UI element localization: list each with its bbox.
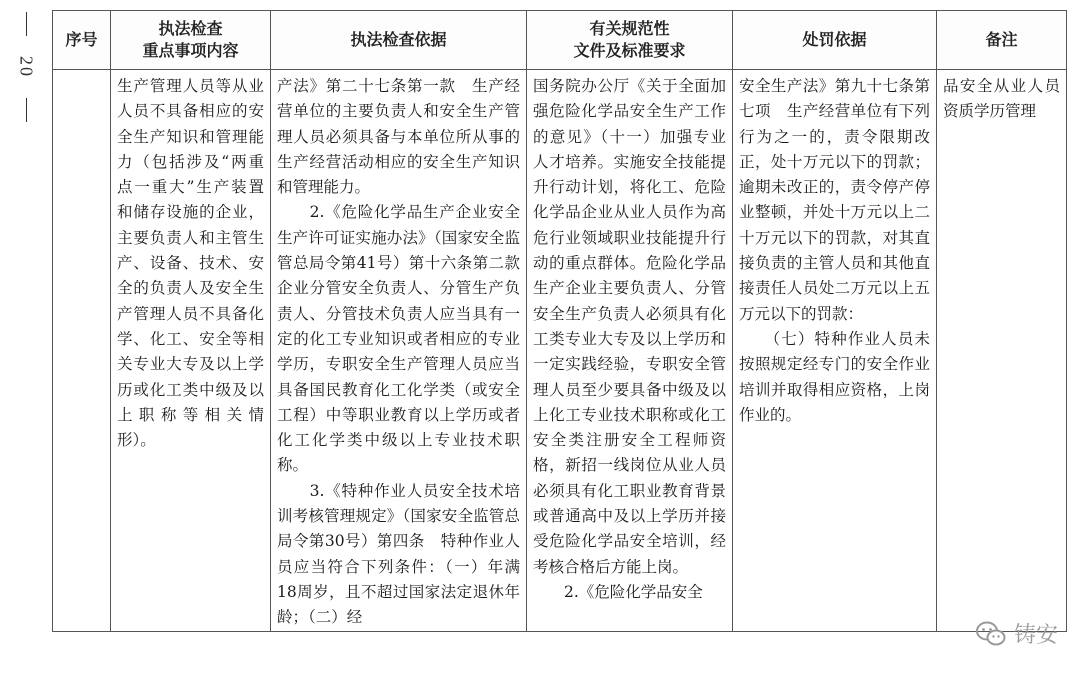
cell-item bbox=[111, 70, 271, 632]
wechat-icon bbox=[976, 621, 1006, 647]
table-row bbox=[53, 70, 1067, 632]
header-item: 执法检查 重点事项内容 bbox=[111, 11, 271, 70]
penalty-para-2: （七）特种作业人员未按照规定经专门的安全作业培训并取得相应资格，上岗作业的。 bbox=[739, 329, 930, 424]
header-penalty: 处罚依据 bbox=[733, 11, 937, 70]
basis-para-1: 产法》第二十七条第一款 生产经营单位的主要负责人和安全生产管理人员必须具备与本单位所从事的生产经营活动相应的安全生产知识和管理能力。 bbox=[277, 77, 520, 197]
cell-penalty bbox=[733, 70, 937, 632]
table-header-row bbox=[53, 11, 1067, 70]
basis-para-3: 3.《特种作业人员安全技术培训考核管理规定》（国家安全监管总局令第30号）第四条 特种作业人员应当符合下列条件：（一）年满18周岁，且不超过国家法定退休年龄；（二）经 bbox=[277, 481, 520, 627]
header-seq: 序号 bbox=[53, 11, 111, 70]
header-norms: 有关规范性 文件及标准要求 bbox=[527, 11, 733, 70]
page-number-text: 20 bbox=[16, 56, 37, 78]
page-number-rule-top bbox=[26, 12, 27, 36]
remarks-text: 品安全从业人员资质学历管理 bbox=[943, 77, 1060, 121]
watermark bbox=[976, 618, 1058, 649]
norms-para-1: 国务院办公厅《关于全面加强危险化学品安全生产工作的意见》（十一）加强专业人才培养。实施安全技能提升行动计划，将化工、危险化学品企业从业人员作为高危行业领域职业技能提升行动的重点群体。危险化学品生产企业主要负责人、分管安全生产负责人必须具有化工类专业大专及以上学历和一定实践经验，专职安全管理人员至少要具备中级及以上化工专业技术职称或化工安全类注册安全工程师资格，新招一线岗位从业人员必须具有化工职业教育背景或普通高中及以上学历并接受危险化学品安全培训，经考核合格后方能上岗。 bbox=[533, 77, 726, 576]
norms-para-2: 2.《危险化学品安全 bbox=[533, 582, 703, 601]
penalty-para-1: 安全生产法》第九十七条第七项 生产经营单位有下列行为之一的，责令限期改正，处十万元以下的罚款；逾期未改正的，责令停产停业整顿，并处十万元以上二十万元以下的罚款，对其直接负责的主管人员和其他直接责任人员处二万元以上五万元以下的罚款： bbox=[739, 77, 930, 323]
header-basis: 执法检查依据 bbox=[271, 11, 527, 70]
cell-basis bbox=[271, 70, 536, 632]
cell-remarks bbox=[937, 70, 1067, 632]
watermark-text: 铸安 bbox=[1013, 623, 1058, 648]
header-remarks: 备注 bbox=[937, 11, 1067, 70]
cell-norms bbox=[527, 70, 733, 632]
item-text: 生产管理人员等从业人员不具备相应的安全生产知识和管理能力（包括涉及“两重点一重大”生产装置和储存设施的企业，主要负责人和主管生产、设备、技术、安全的负责人及安全生产管理人员不具备化学、化工、安全等相关专业大专及以上学历或化工类中级及以上职称等相关情形）。 bbox=[117, 77, 264, 450]
basis-para-2: 2.《危险化学品生产企业安全生产许可证实施办法》（国家安全监管总局令第41号）第十六条第二款 企业分管安全负责人、分管生产负责人、分管技术负责人应当具有一定的化工专业知识或者相应的专业学历，专职安全生产管理人员应当具备国民教育化工化学类（或安全工程）中等职业教育以上学历或者化工化学类中级以上专业技术职称。 bbox=[277, 203, 536, 475]
page-number-rule-bottom bbox=[26, 98, 27, 122]
cell-seq bbox=[53, 70, 111, 632]
page-number bbox=[14, 12, 38, 122]
inspection-table bbox=[52, 10, 1067, 632]
